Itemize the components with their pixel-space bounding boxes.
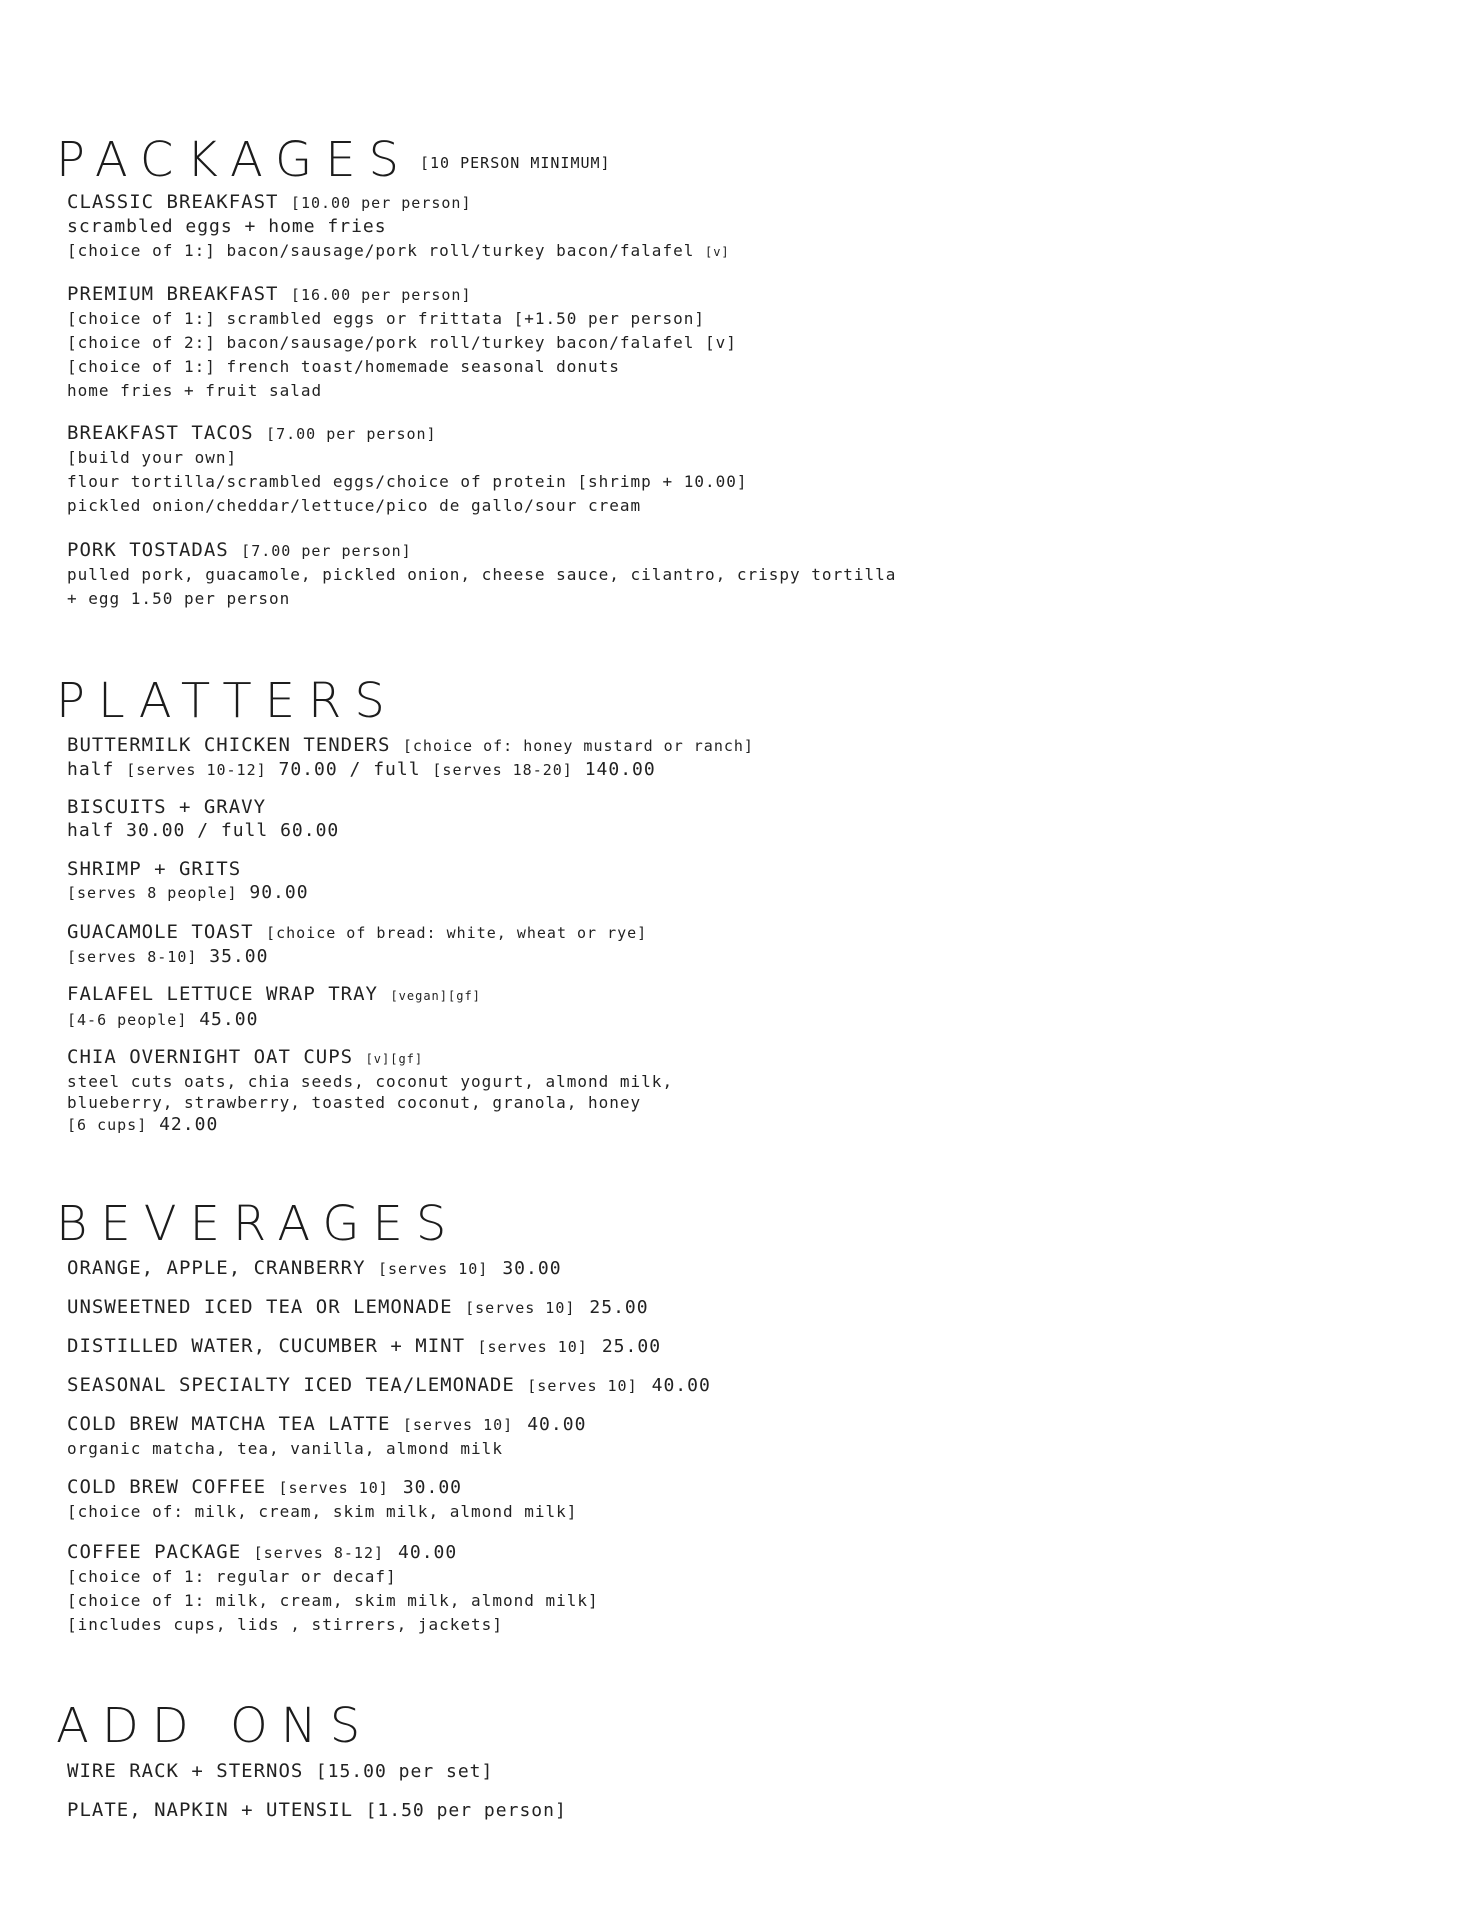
shrimp-grits-serves: [serves 8 people] — [67, 884, 238, 902]
breakfast-tacos-price: [7.00 per person] — [266, 425, 437, 443]
water-name: DISTILLED WATER, CUCUMBER + MINT — [67, 1335, 466, 1357]
water-item — [67, 1334, 661, 1359]
classic-breakfast-line-1: scrambled eggs + home fries — [67, 216, 387, 237]
chicken-tenders-name: BUTTERMILK CHICKEN TENDERS — [67, 734, 391, 756]
falafel-wrap-serves: [4-6 people] — [67, 1011, 188, 1029]
matcha-latte-title-line — [67, 1412, 586, 1437]
shrimp-grits-price: 90.00 — [249, 882, 309, 903]
coffee-package-item — [67, 1540, 599, 1637]
falafel-wrap-price: 45.00 — [199, 1009, 259, 1030]
chia-oat-cups-name: CHIA OVERNIGHT OAT CUPS — [67, 1046, 354, 1068]
biscuits-gravy-item — [67, 795, 339, 843]
premium-breakfast-title-line — [67, 282, 737, 307]
seasonal-tea-title-line — [67, 1373, 711, 1398]
platters-heading — [56, 673, 398, 729]
beverages-title: BEVERAGES — [56, 1196, 460, 1252]
pork-tostadas-name: PORK TOSTADAS — [67, 539, 229, 561]
matcha-latte-name: COLD BREW MATCHA TEA LATTE — [67, 1413, 391, 1435]
chicken-tenders-note: [choice of: honey mustard or ranch] — [402, 737, 754, 755]
coffee-package-price: 40.00 — [398, 1542, 458, 1563]
shrimp-grits-item — [67, 857, 309, 905]
shrimp-grits-price-line — [67, 881, 309, 905]
cold-brew-desc: [choice of: milk, cream, skim milk, almond milk] — [67, 1502, 578, 1521]
water-price: 25.00 — [601, 1336, 662, 1357]
seasonal-tea-item — [67, 1373, 711, 1398]
guacamole-toast-note: [choice of bread: white, wheat or rye] — [266, 924, 648, 942]
iced-tea-price: 25.00 — [589, 1297, 649, 1318]
pork-tostadas-line-2: + egg 1.50 per person — [67, 589, 291, 608]
chicken-tenders-half-price: 70.00 — [278, 759, 338, 780]
breakfast-tacos-item — [67, 421, 748, 518]
seasonal-tea-price: 40.00 — [651, 1375, 711, 1396]
cold-brew-title-line — [67, 1475, 577, 1500]
chia-oat-cups-line-1: steel cuts oats, chia seeds, coconut yogurt, almond milk, — [67, 1072, 674, 1091]
addons-title: ADD ONS — [56, 1698, 374, 1754]
chia-oat-cups-line-2: blueberry, strawberry, toasted coconut, granola, honey — [67, 1093, 642, 1112]
falafel-wrap-name: FALAFEL LETTUCE WRAP TRAY — [67, 983, 378, 1005]
guacamole-toast-price: 35.00 — [209, 946, 269, 967]
juice-serves: [serves 10] — [378, 1260, 489, 1278]
iced-tea-title-line — [67, 1295, 649, 1320]
chicken-tenders-separator: / — [349, 759, 362, 780]
guacamole-toast-item — [67, 920, 647, 969]
pork-tostadas-line-1: pulled pork, guacamole, pickled onion, cheese sauce, cilantro, crispy tortilla — [67, 565, 897, 584]
guacamole-toast-serves: [serves 8-10] — [67, 948, 198, 966]
chia-oat-cups-title-line — [67, 1045, 673, 1071]
plate-napkin-price: [1.50 per person] — [365, 1800, 567, 1821]
premium-breakfast-item — [67, 282, 737, 403]
chicken-tenders-price-line — [67, 758, 754, 782]
matcha-latte-serves: [serves 10] — [402, 1416, 514, 1434]
seasonal-tea-name: SEASONAL SPECIALTY ICED TEA/LEMONADE — [67, 1374, 515, 1396]
premium-breakfast-line-4: home fries + fruit salad — [67, 381, 323, 400]
platters-title: PLATTERS — [56, 673, 398, 729]
pork-tostadas-price: [7.00 per person] — [241, 542, 412, 560]
cold-brew-item — [67, 1475, 577, 1524]
coffee-package-title-line — [67, 1540, 599, 1565]
coffee-package-line-2: [choice of 1: milk, cream, skim milk, almond milk] — [67, 1591, 599, 1610]
wire-rack-price: [15.00 per set] — [315, 1761, 494, 1782]
chia-oat-cups-tag: [v][gf] — [365, 1052, 424, 1066]
chicken-tenders-full-serves: [serves 18-20] — [432, 761, 573, 779]
premium-breakfast-line-2: [choice of 2:] bacon/sausage/pork roll/turkey bacon/falafel [v] — [67, 333, 737, 352]
chia-oat-cups-serves: [6 cups] — [67, 1116, 148, 1134]
coffee-package-serves: [serves 8-12] — [253, 1544, 385, 1562]
chia-oat-cups-item — [67, 1045, 673, 1137]
beverages-heading — [56, 1196, 460, 1252]
packages-title: PACKAGES — [56, 132, 412, 188]
pork-tostadas-title-line — [67, 538, 896, 563]
pork-tostadas-item — [67, 538, 896, 611]
falafel-wrap-tag: [vegan][gf] — [390, 989, 481, 1003]
plate-napkin-item — [67, 1798, 567, 1823]
chicken-tenders-item — [67, 733, 754, 782]
breakfast-tacos-line-2: flour tortilla/scrambled eggs/choice of protein [shrimp + 10.00] — [67, 472, 748, 491]
coffee-package-name: COFFEE PACKAGE — [67, 1541, 242, 1563]
classic-breakfast-item — [67, 190, 730, 264]
guacamole-toast-title-line — [67, 920, 647, 945]
breakfast-tacos-line-1: [build your own] — [67, 448, 238, 467]
water-title-line — [67, 1334, 661, 1359]
classic-breakfast-line-2 — [67, 239, 730, 264]
cold-brew-serves: [serves 10] — [278, 1479, 389, 1497]
breakfast-tacos-title-line — [67, 421, 748, 446]
falafel-wrap-title-line — [67, 982, 481, 1008]
coffee-package-line-1: [choice of 1: regular or decaf] — [67, 1567, 397, 1586]
breakfast-tacos-name: BREAKFAST TACOS — [67, 422, 254, 444]
chicken-tenders-half-serves: [serves 10-12] — [126, 761, 267, 779]
guacamole-toast-name: GUACAMOLE TOAST — [67, 921, 254, 943]
coffee-package-line-3: [includes cups, lids , stirrers, jackets] — [67, 1615, 503, 1634]
packages-heading — [56, 132, 611, 188]
classic-breakfast-vegan-tag: [v] — [704, 245, 730, 259]
seasonal-tea-serves: [serves 10] — [527, 1377, 638, 1395]
guacamole-toast-price-line — [67, 945, 647, 969]
iced-tea-serves: [serves 10] — [465, 1299, 576, 1317]
premium-breakfast-line-3: [choice of 1:] french toast/homemade seasonal donuts — [67, 357, 620, 376]
wire-rack-name: WIRE RACK + STERNOS — [67, 1760, 304, 1782]
premium-breakfast-name: PREMIUM BREAKFAST — [67, 283, 279, 305]
falafel-wrap-item — [67, 982, 481, 1032]
matcha-latte-desc: organic matcha, tea, vanilla, almond milk — [67, 1439, 503, 1458]
juice-name: ORANGE, APPLE, CRANBERRY — [67, 1257, 366, 1279]
cold-brew-price: 30.00 — [402, 1477, 463, 1498]
premium-breakfast-price: [16.00 per person] — [290, 286, 472, 304]
classic-breakfast-name: CLASSIC BREAKFAST — [67, 191, 279, 213]
iced-tea-name: UNSWEETNED ICED TEA OR LEMONADE — [67, 1296, 453, 1318]
classic-breakfast-title-line — [67, 190, 730, 215]
breakfast-tacos-line-3: pickled onion/cheddar/lettuce/pico de gallo/sour cream — [67, 496, 642, 515]
matcha-latte-price: 40.00 — [527, 1414, 587, 1435]
water-serves: [serves 10] — [477, 1338, 588, 1356]
juice-price: 30.00 — [502, 1258, 562, 1279]
wire-rack-item — [67, 1759, 493, 1784]
biscuits-gravy-name: BISCUITS + GRAVY — [67, 796, 267, 818]
premium-breakfast-line-1: [choice of 1:] scrambled eggs or frittata [+1.50 per person] — [67, 309, 705, 328]
falafel-wrap-price-line — [67, 1008, 481, 1032]
chicken-tenders-full-label: full — [373, 759, 421, 780]
chia-oat-cups-price-line — [67, 1113, 673, 1137]
wire-rack-title-line — [67, 1759, 493, 1784]
iced-tea-item — [67, 1295, 649, 1320]
cold-brew-name: COLD BREW COFFEE — [67, 1476, 267, 1498]
matcha-latte-item — [67, 1412, 586, 1461]
juice-title-line — [67, 1256, 562, 1281]
chicken-tenders-half-label: half — [67, 759, 115, 780]
biscuits-gravy-price-line: half 30.00 / full 60.00 — [67, 820, 340, 841]
plate-napkin-title-line — [67, 1798, 567, 1823]
packages-minimum-note: [10 PERSON MINIMUM] — [420, 154, 611, 172]
addons-heading — [56, 1698, 374, 1754]
classic-breakfast-price: [10.00 per person] — [290, 194, 472, 212]
shrimp-grits-name: SHRIMP + GRITS — [67, 858, 242, 880]
plate-napkin-name: PLATE, NAPKIN + UTENSIL — [67, 1799, 354, 1821]
classic-breakfast-choice: [choice of 1:] bacon/sausage/pork roll/turkey bacon/falafel — [67, 241, 695, 260]
chia-oat-cups-price: 42.00 — [159, 1114, 219, 1135]
chicken-tenders-full-price: 140.00 — [584, 759, 656, 780]
chicken-tenders-title-line — [67, 733, 754, 758]
juice-item — [67, 1256, 562, 1281]
